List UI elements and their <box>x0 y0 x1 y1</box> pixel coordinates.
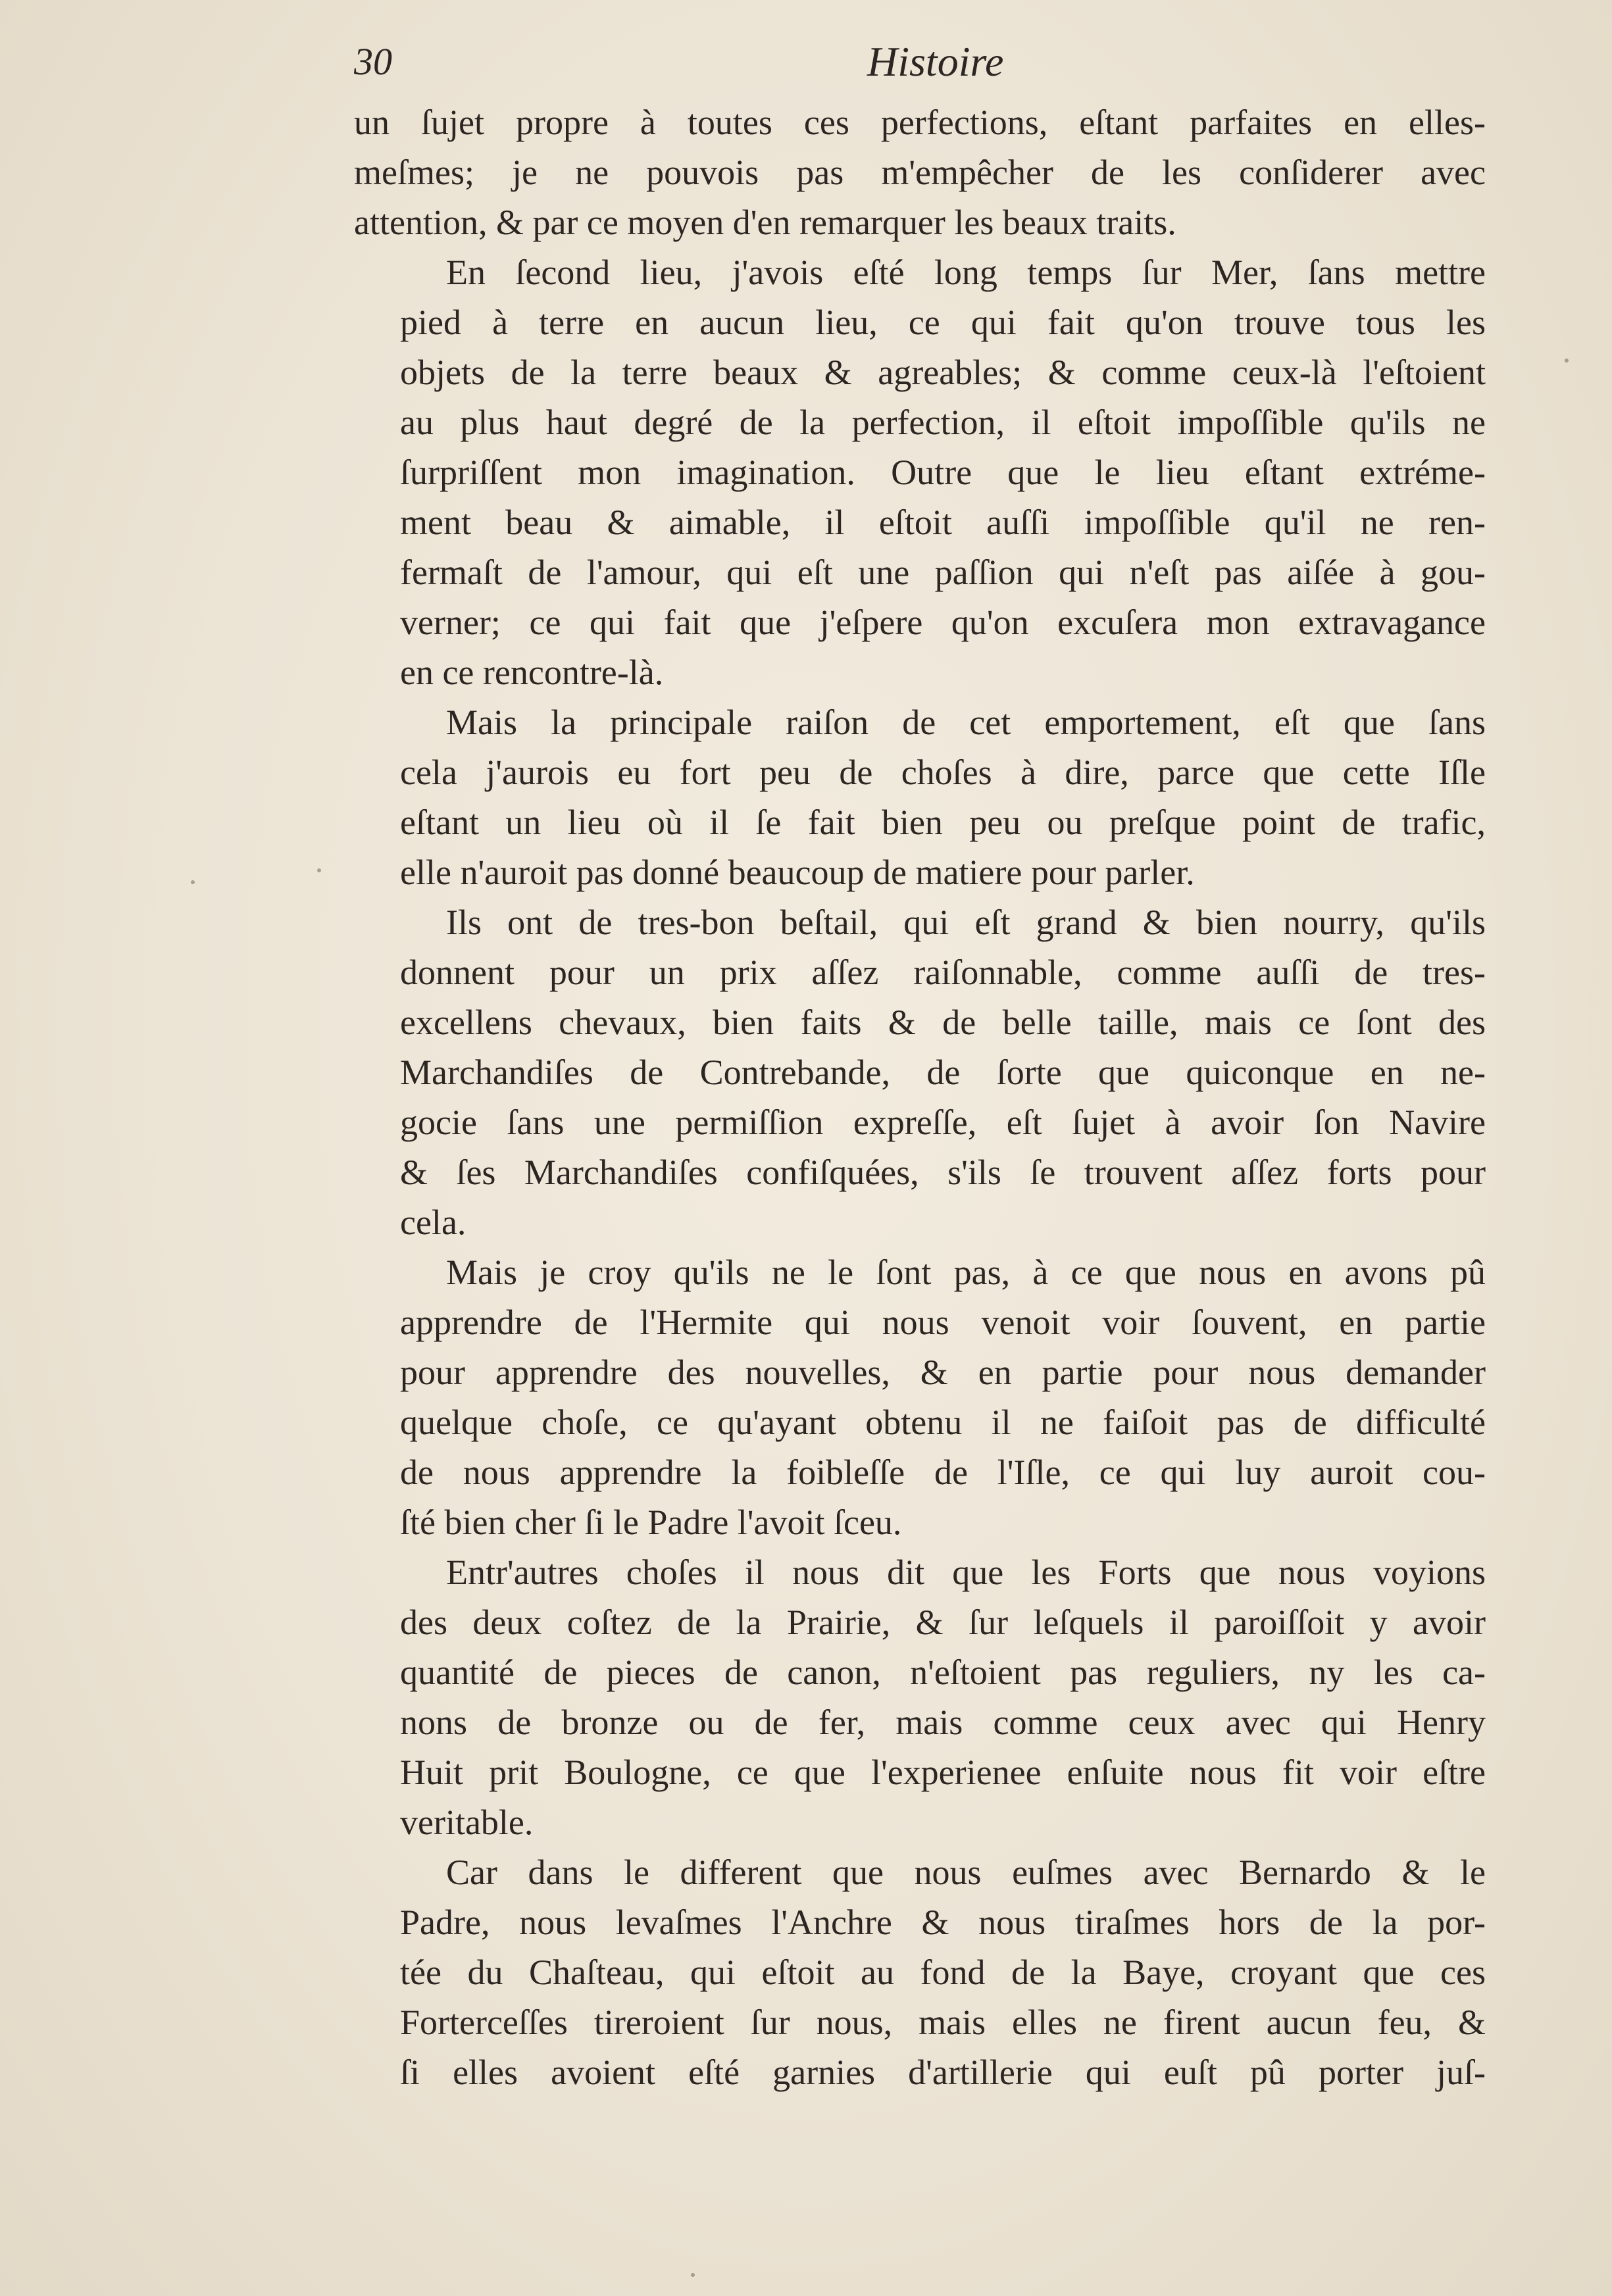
text-line: ſi elles avoient eſté garnies d'artillerie qui euſt pû porter juſ- <box>400 2053 1486 2092</box>
text-line: ſurpriſſent mon imagination. Outre que le lieu eſtant extréme- <box>400 453 1486 492</box>
text-line: cela j'aurois eu fort peu de choſes à dire, parce que cette Iſle <box>400 753 1486 792</box>
text-line: apprendre de l'Hermite qui nous venoit voir ſouvent, en partie <box>400 1303 1486 1342</box>
text-line: en ce rencontre-là. <box>400 653 664 692</box>
text-line: des deux coſtez de la Prairie, & ſur leſquels il paroiſſoit y avoir <box>400 1603 1486 1642</box>
text-line: Ils ont de tres-bon beſtail, qui eſt grand & bien nourry, qu'ils <box>446 903 1486 942</box>
text-line: pied à terre en aucun lieu, ce qui fait qu'on trouve tous les <box>400 303 1486 342</box>
running-title: Histoire <box>867 38 1004 85</box>
text-line: verner; ce qui fait que j'eſpere qu'on excuſera mon extravagance <box>400 603 1486 642</box>
paragraph <box>354 97 1486 247</box>
text-line: Entr'autres choſes il nous dit que les Forts que nous voyions <box>446 1553 1486 1592</box>
paragraph <box>354 1847 1486 2097</box>
text-line: Padre, nous levaſmes l'Anchre & nous tiraſmes hors de la por- <box>400 1903 1486 1942</box>
text-line: pour apprendre des nouvelles, & en partie pour nous demander <box>400 1353 1486 1392</box>
text-line: gocie ſans une permiſſion expreſſe, eſt ſujet à avoir ſon Navire <box>400 1103 1486 1142</box>
text-line: au plus haut degré de la perfection, il eſtoit impoſſible qu'ils ne <box>400 403 1486 442</box>
paragraph <box>354 897 1486 1247</box>
text-line: quelque choſe, ce qu'ayant obtenu il ne faiſoit pas de difficulté <box>400 1403 1486 1442</box>
text-line: veritable. <box>400 1803 534 1842</box>
text-line: de nous apprendre la foibleſſe de l'Iſle, ce qui luy auroit cou- <box>400 1453 1486 1492</box>
text-line: Mais je croy qu'ils ne le ſont pas, à ce que nous en avons pû <box>446 1253 1486 1292</box>
text-line: quantité de pieces de canon, n'eſtoient pas reguliers, ny les ca- <box>400 1653 1486 1692</box>
running-head <box>354 26 1486 97</box>
page-number: 30 <box>354 40 392 83</box>
paragraph <box>354 1547 1486 1847</box>
text-line: Huit prit Boulogne, ce que l'experienee enſuite nous fit voir eſtre <box>400 1753 1486 1792</box>
text-line: excellens chevaux, bien faits & de belle taille, mais ce ſont des <box>400 1003 1486 1042</box>
text-line: & ſes Marchandiſes confiſquées, s'ils ſe trouvent aſſez forts pour <box>400 1153 1486 1192</box>
text-line: En ſecond lieu, j'avois eſté long temps ſur Mer, ſans mettre <box>446 253 1486 292</box>
text-line: ſté bien cher ſi le Padre l'avoit ſceu. <box>400 1503 902 1542</box>
text-line: ment beau & aimable, il eſtoit auſſi impoſſible qu'il ne ren- <box>400 503 1486 542</box>
text-line: donnent pour un prix aſſez raiſonnable, comme auſſi de tres- <box>400 953 1486 992</box>
page-text <box>354 26 1486 2097</box>
text-line: tée du Chaſteau, qui eſtoit au fond de la Baye, croyant que ces <box>400 1953 1486 1992</box>
text-line: eſtant un lieu où il ſe fait bien peu ou preſque point de trafic, <box>400 803 1486 842</box>
text-line: elle n'auroit pas donné beaucoup de matiere pour parler. <box>400 853 1195 892</box>
text-line: un ſujet propre à toutes ces perfections, eſtant parfaites en elles- <box>354 103 1486 142</box>
paper-speck <box>691 2273 695 2277</box>
paragraph <box>354 1247 1486 1547</box>
text-line: Mais la principale raiſon de cet emportement, eſt que ſans <box>446 703 1486 742</box>
text-line: Car dans le different que nous euſmes avec Bernardo & le <box>446 1853 1486 1892</box>
paper-speck <box>191 880 195 884</box>
text-line: nons de bronze ou de fer, mais comme ceux avec qui Henry <box>400 1703 1486 1742</box>
text-line: cela. <box>400 1203 466 1242</box>
body-text <box>354 97 1486 2097</box>
paper-speck <box>317 868 321 872</box>
text-line: fermaſt de l'amour, qui eſt une paſſion qui n'eſt pas aiſée à gou- <box>400 553 1486 592</box>
paper-speck <box>1565 359 1569 362</box>
text-line: meſmes; je ne pouvois pas m'empêcher de les conſiderer avec <box>354 153 1486 192</box>
text-line: Marchandiſes de Contrebande, de ſorte que quiconque en ne- <box>400 1053 1486 1092</box>
text-line: attention, & par ce moyen d'en remarquer les beaux traits. <box>354 203 1176 242</box>
paragraph <box>354 247 1486 697</box>
paragraph <box>354 697 1486 897</box>
text-line: objets de la terre beaux & agreables; & comme ceux-là l'eſtoient <box>400 353 1486 392</box>
text-line: Forterceſſes tireroient ſur nous, mais elles ne firent aucun feu, & <box>400 2003 1486 2042</box>
